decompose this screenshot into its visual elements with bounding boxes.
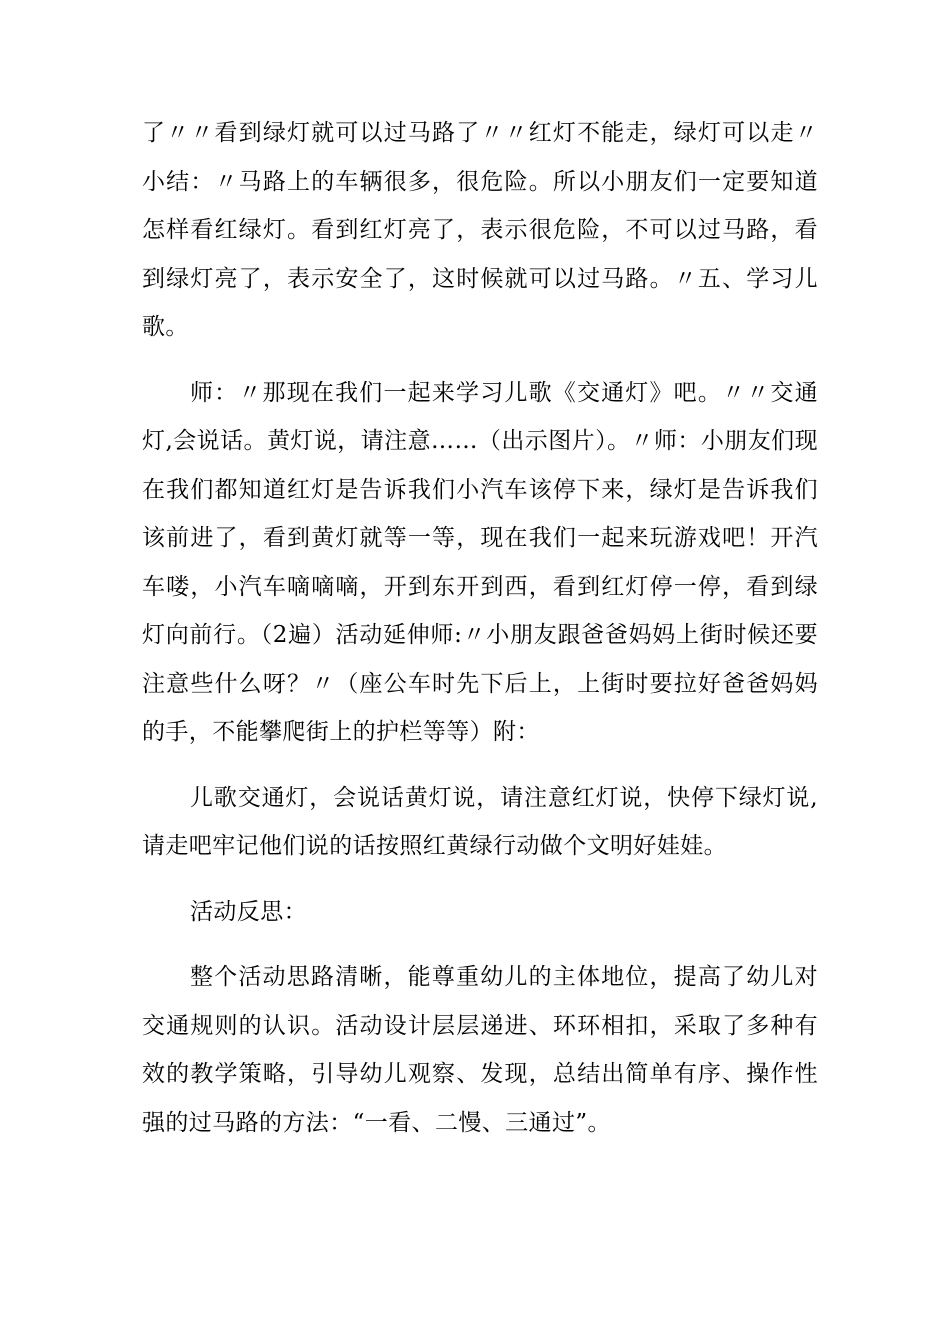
heading-activity-reflection: 活动反思：	[190, 898, 307, 925]
paragraph-continued-summary: 了〃〃看到绿灯就可以过马路了〃〃红灯不能走，绿灯可以走〃小结：〃马路上的车辆很多，很危险。所以小朋友们一定要知道怎样看红绿灯。看到红灯亮了，表示很危险，不可以过马路，看到绿灯亮了，表示安全了，这时候就可以过马路。〃五、学习儿歌。	[142, 120, 818, 340]
paragraph-nursery-rhyme-lesson: 师：〃那现在我们一起来学习儿歌《交通灯》吧。〃〃交通灯,会说话。黄灯说，请注意……（出示图片）。〃师：小朋友们现在我们都知道红灯是告诉我们小汽车该停下来，绿灯是告诉我们该前进了，看到黄灯就等一等，现在我们一起来玩游戏吧！开汽车喽，小汽车嘀嘀嘀，开到东开到西，看到红灯停一停，看到绿灯向前行。（2遍）活动延伸师:〃小朋友跟爸爸妈妈上街时候还要注意些什么呀？〃（座公车时先下后上，上街时要拉好爸爸妈妈的手，不能攀爬街上的护栏等等）附：	[142, 379, 818, 745]
paragraph-reflection: 整个活动思路清晰，能尊重幼儿的主体地位，提高了幼儿对交通规则的认识。活动设计层层递进、环环相扣，采取了多种有效的教学策略，引导幼儿观察、发现，总结出简单有序、操作性强的过马路的方法：“一看、二慢、三通过”。	[142, 964, 818, 1136]
document-body	[142, 109, 818, 1147]
paragraph-rhyme-text: 儿歌交通灯，会说话黄灯说，请注意红灯说，快停下绿灯说,请走吧牢记他们说的话按照红黄绿行动做个文明好娃娃。	[142, 784, 818, 859]
